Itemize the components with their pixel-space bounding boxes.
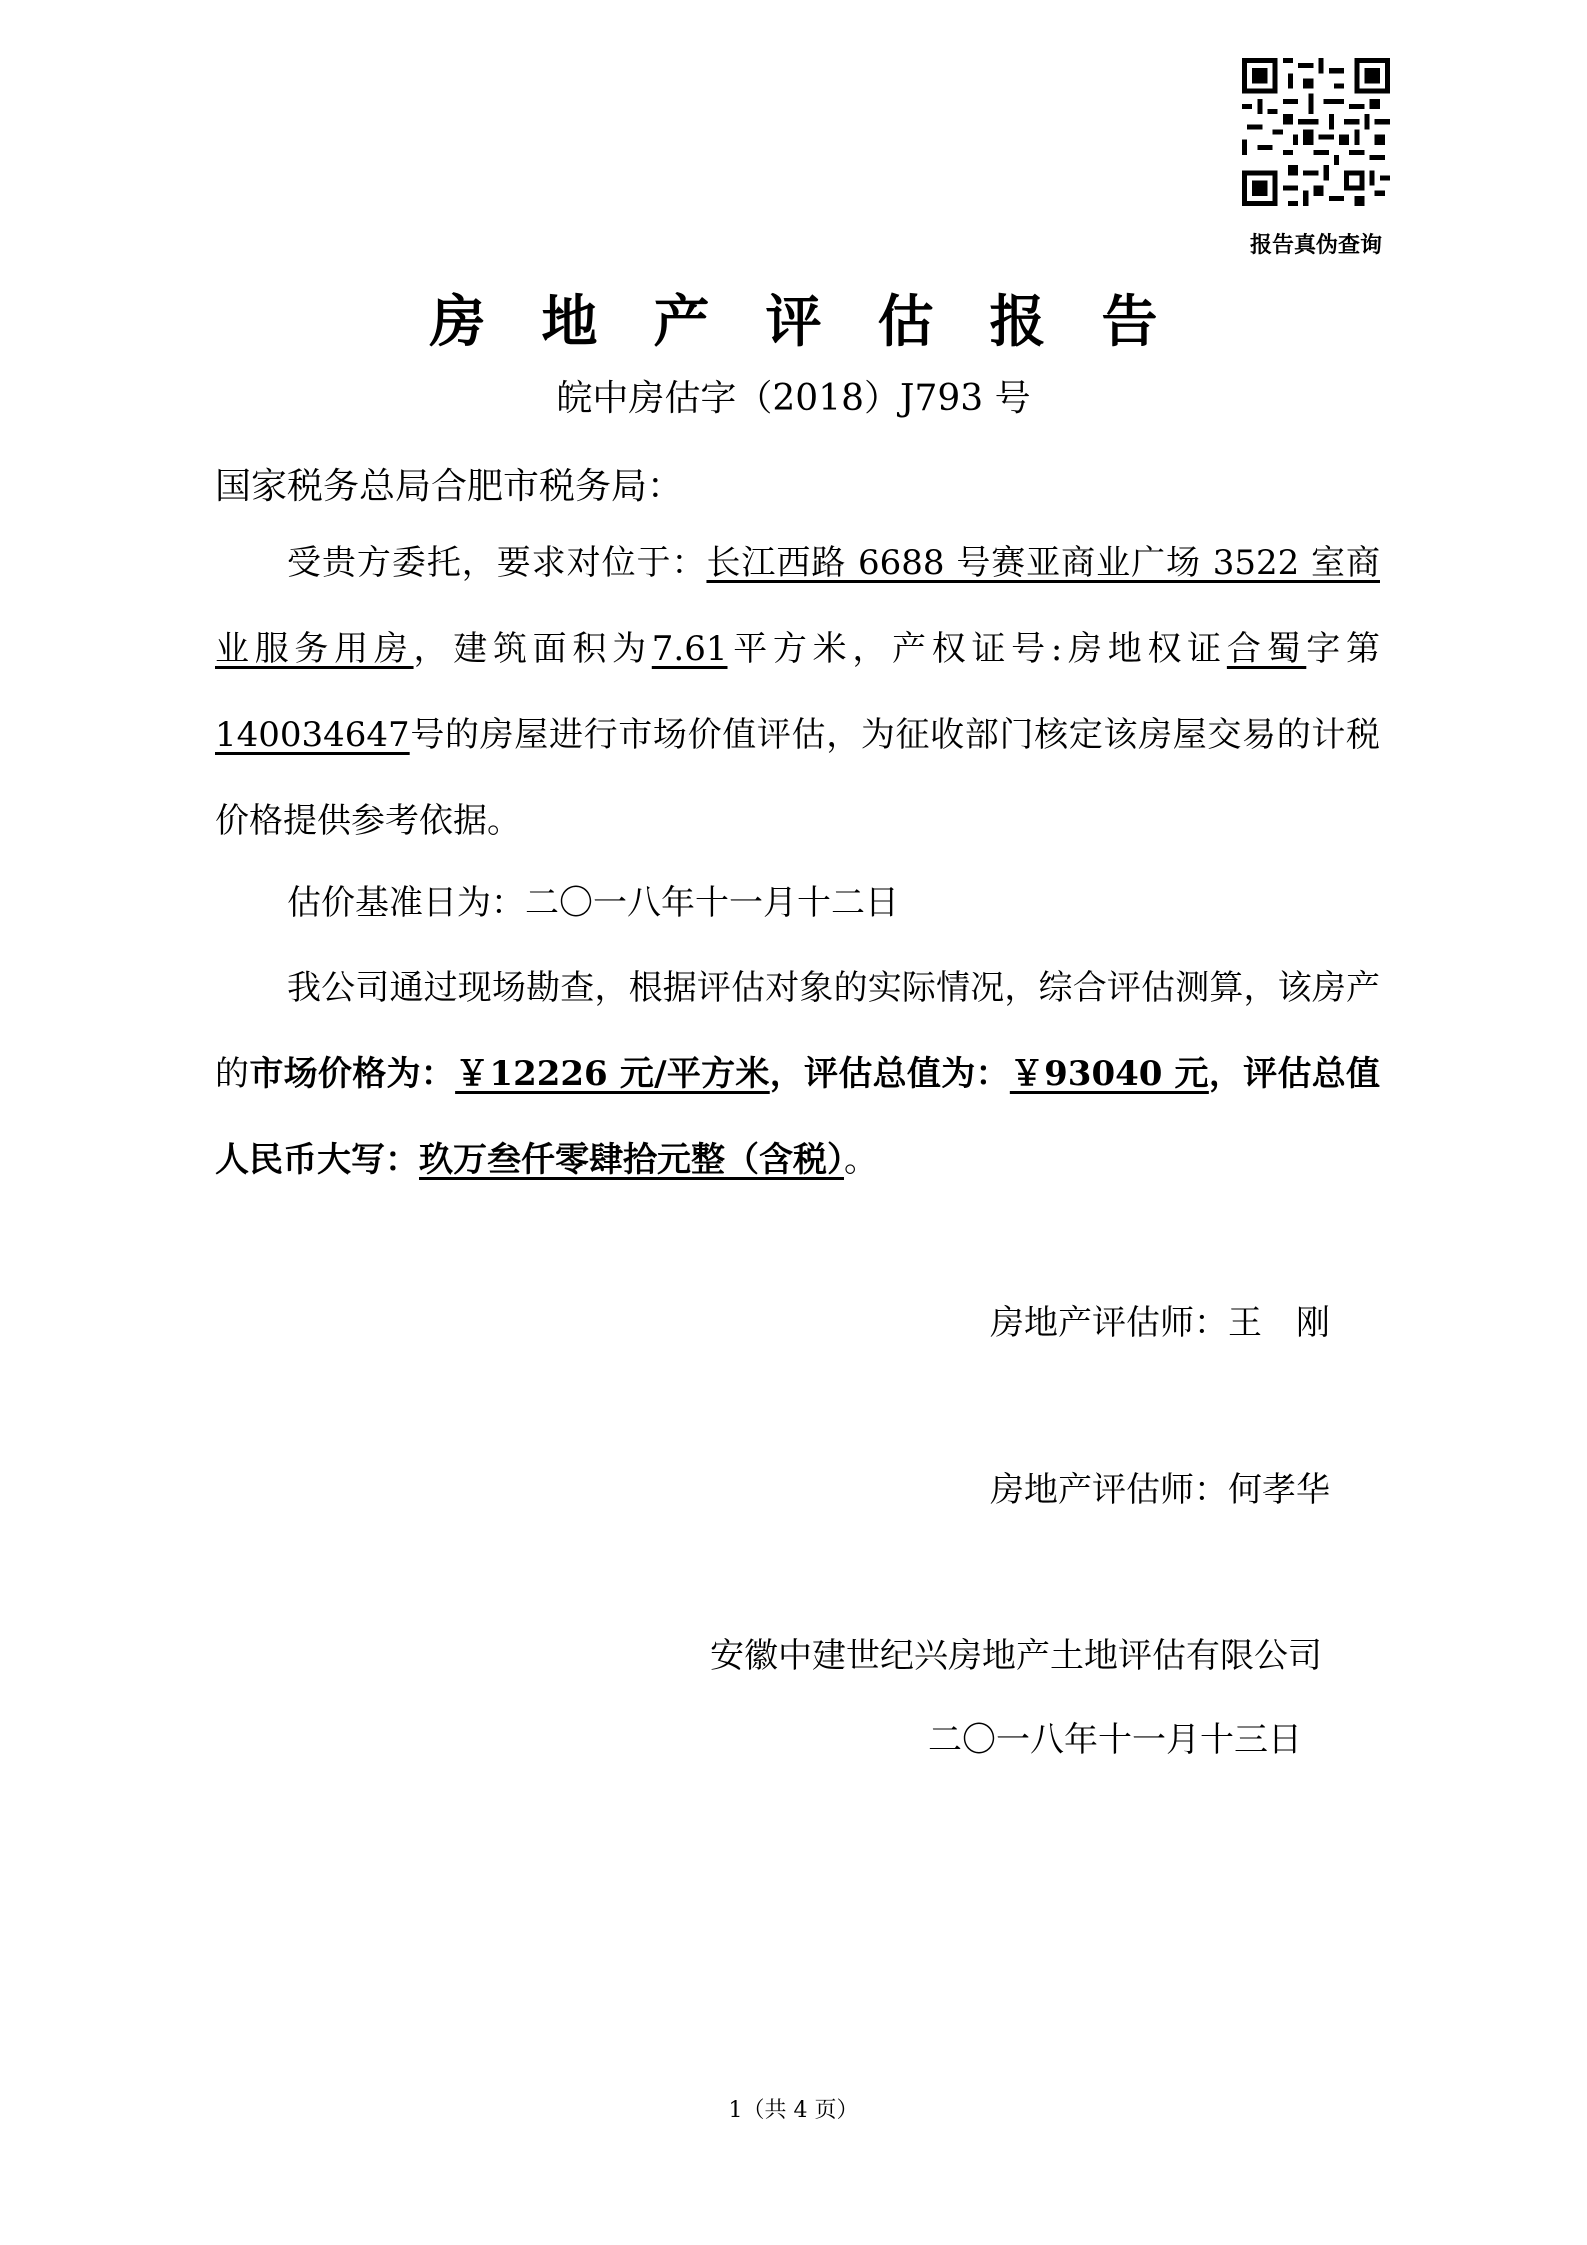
paragraph-result (215, 945, 1380, 1203)
p1-text-1: 受贵方委托，要求对位于： (287, 543, 707, 583)
valuation-date-text: 估价基准日为：二〇一八年十一月十二日 (287, 883, 899, 923)
rmb-uppercase-label: 评估总值人民币大写： (215, 1054, 1381, 1180)
total-value-label: ，评估总值为： (769, 1054, 1010, 1094)
paragraph-valuation-date (215, 860, 1380, 946)
qr-verify-label: 报告真伪查询 (1249, 233, 1382, 258)
p3-text-2: ， (1208, 1054, 1244, 1094)
market-price-label: 市场价格为： (249, 1054, 456, 1094)
total-value: ￥93040 元 (1009, 1054, 1209, 1094)
p3-text-3: 。 (844, 1140, 878, 1180)
report-title: 房地产评估报告 (429, 290, 1214, 355)
company-name: 安徽中建世纪兴房地产土地评估有限公司 (710, 1636, 1322, 1676)
building-area: 7.61 (651, 629, 728, 669)
district-name: 合蜀 (1226, 629, 1307, 669)
appraiser-2: 房地产评估师：何孝华 (990, 1470, 1330, 1510)
unit-price: ￥12226 元/平方米 (455, 1054, 770, 1094)
rmb-uppercase-value: 玖万叁仟零肆拾元整（含税） (419, 1140, 844, 1180)
report-date: 二〇一八年十一月十三日 (928, 1720, 1302, 1760)
appraiser-1: 房地产评估师：王 刚 (990, 1303, 1330, 1343)
property-address: 长江西路 6688 号赛亚商业广场 3522 室商业服务用房 (215, 543, 1380, 669)
p1-text-5: 号的房屋进行市场价值评估，为征收部门核定该房屋交易的计税价格提供参考依据。 (215, 715, 1380, 841)
qr-code-icon[interactable] (1242, 58, 1390, 206)
paragraph-commission (215, 520, 1380, 864)
p1-text-2: ，建筑面积为 (413, 629, 652, 669)
p1-text-3: 平方米，产权证号:房地权证 (727, 629, 1227, 669)
p3-text-1: 我公司通过现场勘查，根据评估对象的实际情况，综合评估测算，该房产的 (215, 968, 1380, 1094)
document-number: 皖中房估字（2018）J793 号 (556, 378, 1031, 419)
addressee: 国家税务总局合肥市税务局： (215, 466, 684, 507)
certificate-number: 140034647 (215, 715, 410, 755)
qr-block (1236, 58, 1396, 259)
page-footer: 1（共 4 页） (728, 2098, 859, 2123)
p1-text-4: 字第 (1306, 629, 1381, 669)
